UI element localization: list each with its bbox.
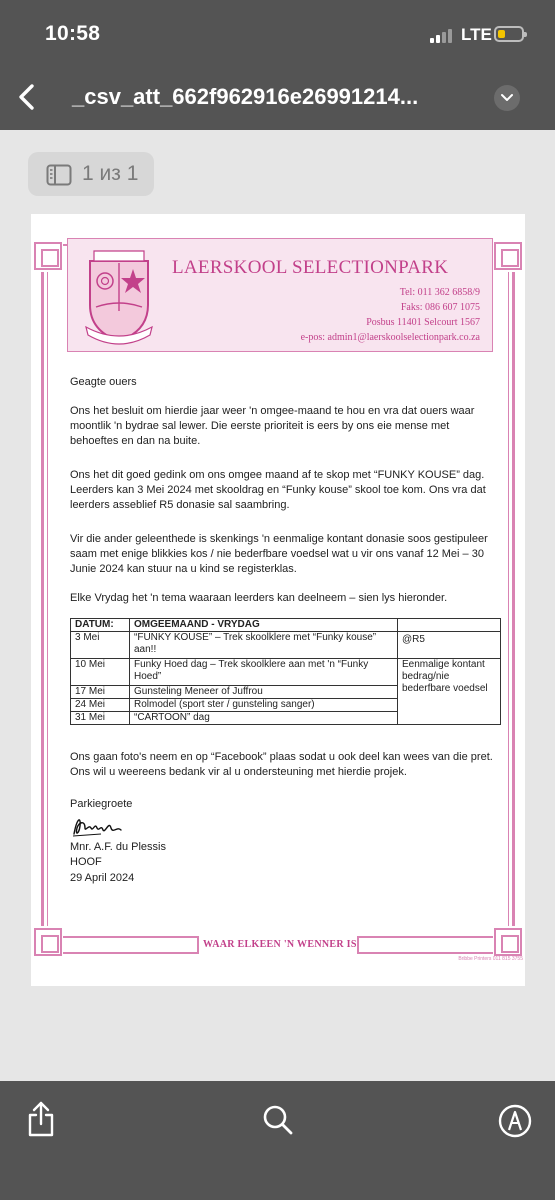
- contact-email: e-pos: admin1@laerskoolselectionpark.co.za: [300, 332, 480, 343]
- markup-icon[interactable]: [498, 1104, 532, 1138]
- closing: Parkiegroete: [70, 798, 133, 810]
- document-title: _csv_att_662f962916e26991214...: [72, 84, 419, 109]
- status-bar: [0, 0, 555, 64]
- table-row: [71, 632, 501, 659]
- page-count: 1 из 1: [82, 162, 139, 185]
- search-icon[interactable]: [262, 1104, 294, 1136]
- frame-corner: [494, 928, 522, 956]
- sidebar-pages-icon: [46, 164, 72, 186]
- table-row: [71, 659, 501, 686]
- paragraph-5: Ons gaan foto's neem en op “Facebook” plaas sodat u ook deel kan wees van die pret. Ons wil u weereens bedank vir al u ondersteuning met hierdie projek.: [70, 751, 493, 778]
- paragraph-4: Elke Vrydag het 'n tema waaraan leerders kan deelneem – sien lys hieronder.: [70, 592, 448, 604]
- table-cell: “CARTOON” dag: [130, 712, 398, 725]
- share-icon[interactable]: [26, 1100, 56, 1138]
- signal-icon: [430, 28, 454, 43]
- paragraph-1: Ons het besluit om hierdie jaar weer 'n omgee-maand te hou en vra dat ouers waar moontlik 'n bydrae sal lewer. Die eerste prioriteit is eers by ons eie mense met behoeftes en dan na buite.: [70, 405, 475, 447]
- table-header: [398, 619, 501, 632]
- document-page: [31, 214, 525, 986]
- table-cell: 31 Mei: [71, 712, 130, 725]
- letterhead: [67, 238, 493, 352]
- signer-role: HOOF: [70, 856, 102, 868]
- table-cell: @R5: [398, 632, 501, 659]
- table-cell: 17 Mei: [71, 686, 130, 699]
- page-indicator[interactable]: [28, 152, 154, 196]
- school-crest-icon: [84, 249, 154, 345]
- back-chevron-icon[interactable]: [13, 82, 43, 112]
- table-cell: 3 Mei: [71, 632, 130, 659]
- contact-tel: Tel: 011 362 6858/9: [399, 287, 480, 298]
- table-header-row: [71, 619, 501, 632]
- contact-postal: Posbus 11401 Selcourt 1567: [366, 317, 480, 328]
- printer-credit: Bribbe Printers 011 815 3755: [458, 956, 523, 962]
- table-cell: Eenmalige kontant bedrag/nie bederfbare voedsel: [398, 659, 501, 725]
- frame-corner: [34, 928, 62, 956]
- table-cell: Funky Hoed dag – Trek skoolklere aan met 'n “Funky Hoed”: [130, 659, 398, 686]
- title-menu-button[interactable]: [494, 85, 520, 111]
- contact-fax: Faks: 086 607 1075: [400, 302, 480, 313]
- table-header: OMGEEMAAND - VRYDAG: [130, 619, 398, 632]
- frame-corner: [34, 242, 62, 270]
- table-cell: 10 Mei: [71, 659, 130, 686]
- table-cell: 24 Mei: [71, 699, 130, 712]
- chevron-down-icon: [500, 93, 514, 103]
- table-cell: Gunsteling Meneer of Juffrou: [130, 686, 398, 699]
- status-time: 10:58: [45, 22, 101, 45]
- paragraph-3: Vir die ander geleenthede is skenkings 'n eenmalige kontant donasie soos gestipuleer saam met enige blikkies kos / nie bederfbare voedsel wat u vir ons vanaf 12 Mei – 30 Junie 2024 kan stuur na u kind se registerklas.: [70, 533, 488, 575]
- schedule-table: [70, 618, 501, 725]
- frame-corner: [494, 242, 522, 270]
- letter-date: 29 April 2024: [70, 872, 135, 884]
- table-header: DATUM:: [71, 619, 130, 632]
- bottom-toolbar: [0, 1081, 555, 1200]
- table-cell: “FUNKY KOUSE” – Trek skoolklere met “Funky kouse” aan!!: [130, 632, 398, 659]
- school-name: LAERSKOOL SELECTIONPARK: [172, 257, 449, 278]
- signer-name: Mnr. A.F. du Plessis: [70, 841, 166, 853]
- battery-icon: [494, 26, 524, 42]
- school-motto: WAAR ELKEEN 'N WENNER IS: [203, 939, 357, 950]
- signature-icon: [71, 814, 123, 840]
- network-type: LTE: [461, 25, 492, 44]
- greeting: Geagte ouers: [70, 376, 137, 388]
- table-cell: Rolmodel (sport ster / gunsteling sanger): [130, 699, 398, 712]
- nav-bar: [0, 64, 555, 130]
- paragraph-2: Ons het dit goed gedink om ons omgee maand af te skop met “FUNKY KOUSE” dag. Leerders kan 3 Mei 2024 met skooldrag en “Funky kouse” skool toe kom. Ons vra dat leerders asseblief R5 donasie sal saambring.: [70, 469, 486, 511]
